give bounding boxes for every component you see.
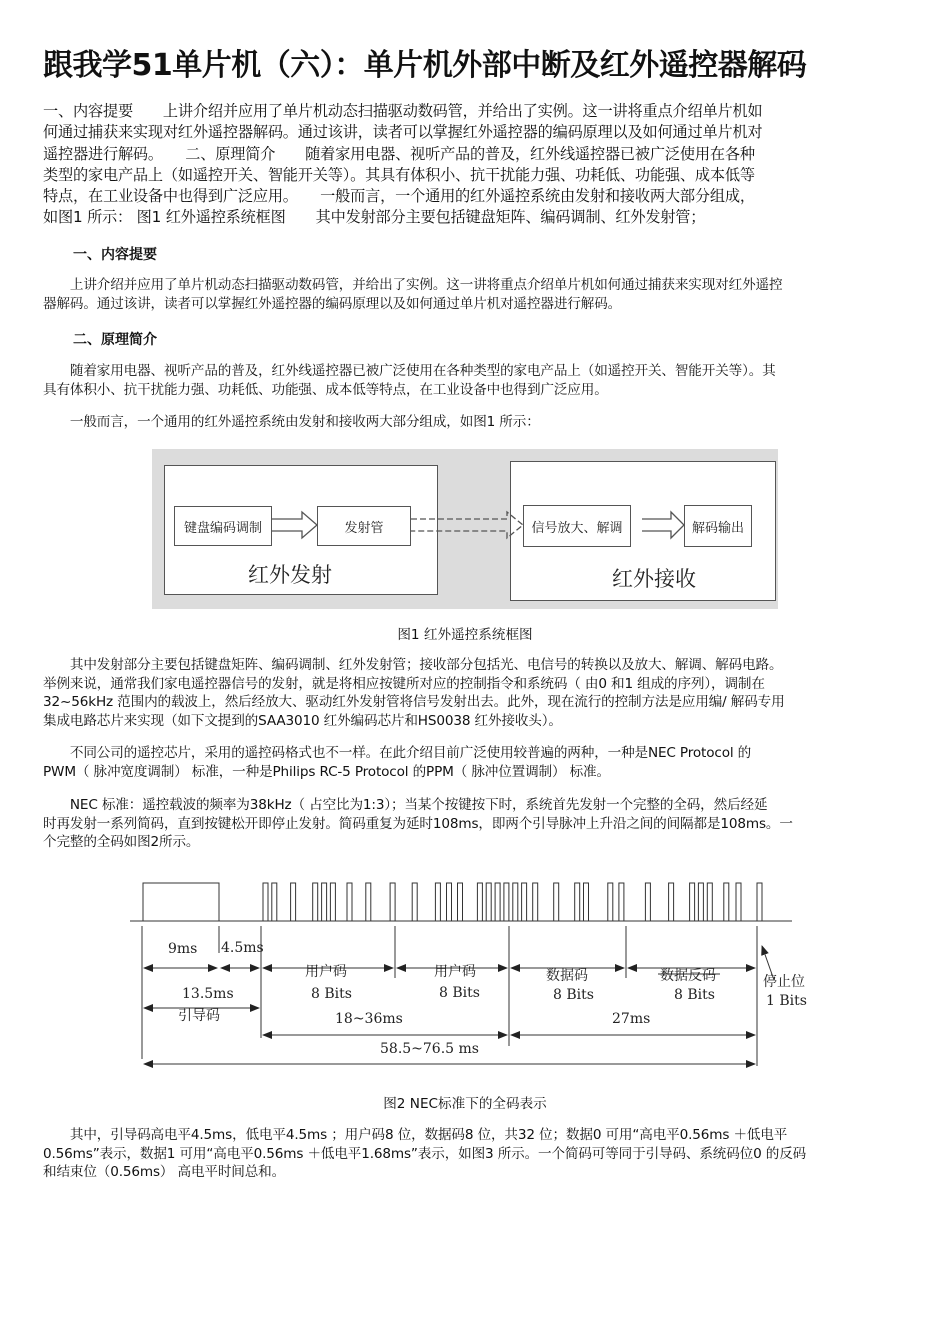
label-13-5ms: 13.5ms [182, 986, 234, 1002]
figure2-caption: 图2 NEC标准下的全码表示 [383, 1096, 547, 1112]
paragraph-principle [43, 362, 890, 399]
pulse [366, 883, 371, 921]
pulse [313, 883, 318, 921]
paragraph-line: NEC 标准：遥控载波的频率为38kHz（ 占空比为1:3）；当某个按键按下时，系统首先发射一个完整的全码，然后经延 [43, 797, 768, 813]
arrow-encode-to-emitter [272, 512, 317, 538]
lead-pulse [143, 883, 219, 921]
block-decode-output: 解码输出 [684, 505, 752, 547]
pulse-train [263, 883, 762, 921]
page-title: 跟我学51单片机（六）：单片机外部中断及红外遥控器解码 [43, 48, 807, 83]
pulse [291, 883, 296, 921]
pulse [554, 883, 559, 921]
pulse [533, 883, 538, 921]
pulse [584, 883, 589, 921]
pulse [513, 883, 518, 921]
pulse [272, 883, 277, 921]
pulse [522, 883, 527, 921]
summary-line: 何通过捕获来实现对红外遥控器解码。通过该讲，读者可以掌握红外遥控器的编码原理以及如何通过单片机对 [43, 123, 763, 142]
figure1-caption: 图1 红外遥控系统框图 [397, 627, 533, 643]
pulse [619, 883, 624, 921]
paragraph-nec [43, 796, 890, 852]
summary-line: 遥控器进行解码。 二、原理简介 随着家用电器、视听产品的普及，红外线遥控器已被广泛使用在各种 [43, 144, 755, 163]
paragraph-protocols [43, 744, 890, 781]
paragraph-line: 其中发射部分主要包括键盘矩阵、编码调制、红外发射管；接收部分包括光、电信号的转换以及放大、解调、解码电路。 [43, 657, 783, 673]
paragraph-line: 集成电路芯片来实现（如下文提到的SAA3010 红外编码芯片和HS0038 红外接收头）。 [43, 712, 562, 729]
pulse [504, 883, 509, 921]
label-user-bits-2: 8 Bits [439, 985, 480, 1001]
pulse [447, 883, 452, 921]
paragraph-overview [43, 276, 890, 313]
label-9ms: 9ms [168, 941, 198, 957]
paragraph-general [43, 413, 890, 432]
paragraph-line: 时再发射一系列简码，直到按键松开即停止发射。简码重复为延时108ms，即两个引导脉冲上升沿之间的间隔都是108ms。一 [43, 815, 793, 832]
pulse [724, 883, 729, 921]
paragraph-nec-detail [43, 1126, 890, 1182]
block-keyboard-encode: 键盘编码调制 [174, 506, 272, 546]
label-stop-bit: 停止位 [763, 974, 805, 990]
paragraph-line: 不同公司的遥控芯片，采用的遥控码格式也不一样。在此介绍目前广泛使用较普遍的两种，一种是NEC Protocol 的 [43, 745, 752, 761]
pulse [608, 883, 613, 921]
label-stop-bits: 1 Bits [766, 993, 807, 1009]
pulse [347, 883, 352, 921]
label-data-inverse: 数据反码 [660, 968, 716, 984]
pulse [412, 883, 417, 921]
summary-line: 一、内容提要 上讲介绍并应用了单片机动态扫描驱动数码管，并给出了实例。这一讲将重点介绍单片机如 [43, 102, 763, 120]
pulse [263, 883, 268, 921]
figure1-block-diagram [152, 449, 778, 609]
summary-block [43, 101, 883, 229]
label-user-code-2: 用户码 [434, 964, 476, 980]
paragraph-line: 随着家用电器、视听产品的普及，红外线遥控器已被广泛使用在各种类型的家电产品上（如遥控开关、智能开关等）。其 [43, 363, 776, 379]
pulse [690, 883, 695, 921]
label-4-5ms: 4.5ms [221, 940, 264, 956]
paragraph-line: 个完整的全码如图2所示。 [43, 834, 200, 850]
paragraph-line: 具有体积小、抗干扰能力强、功耗低、功能强、成本低等特点，在工业设备中也得到广泛应用。 [43, 381, 608, 398]
pulse [669, 883, 674, 921]
label-inverse-bits: 8 Bits [674, 987, 715, 1003]
pulse [757, 883, 762, 921]
label-data-code: 数据码 [546, 968, 588, 984]
paragraph-line: 举例来说，通常我们家电遥控器信号的发射，就是将相应按键所对应的控制指令和系统码（ 由0 和1 组成的序列），调制在 [43, 675, 765, 692]
pulse [435, 883, 440, 921]
label-18-36ms: 18~36ms [335, 1011, 403, 1027]
paragraph-line: 其中，引导码高电平4.5ms，低电平4.5ms ；用户码8 位，数据码8 位，共32 位；数据0 可用“高电平0.56ms ＋低电平 [43, 1127, 788, 1143]
pulse [736, 883, 741, 921]
pulse [486, 883, 491, 921]
paragraph-line: 0.56ms”表示，数据1 可用“高电平0.56ms ＋低电平1.68ms”表示，如图3 所示。一个简码可等同于引导码、系统码位0 的反码 [43, 1145, 807, 1162]
paragraph-line: 32~56kHz 范围内的载波上，然后经放大、驱动红外发射管将信号发射出去。此外，现在流行的控制方法是应用编/ 解码专用 [43, 694, 785, 710]
arrow-ir-transmission [411, 512, 523, 538]
pulse [698, 883, 703, 921]
paragraph-line: 器解码。通过该讲，读者可以掌握红外遥控器的编码原理以及如何通过单片机对遥控器进行解码。 [43, 295, 622, 312]
paragraph-line: 和结束位（0.56ms） 高电平时间总和。 [43, 1164, 286, 1180]
label-lead-code: 引导码 [178, 1008, 220, 1024]
summary-line: 特点，在工业设备中也得到广泛应用。 一般而言，一个通用的红外遥控系统由发射和接收两大部分组成， [43, 187, 755, 206]
label-27ms: 27ms [612, 1011, 651, 1027]
pulse [495, 883, 500, 921]
receive-label: 红外接收 [612, 567, 696, 591]
figure2-nec-timing [130, 868, 810, 1068]
pulse [390, 883, 395, 921]
pulse [477, 883, 482, 921]
figure1-arrows [152, 449, 778, 609]
paragraph-line: PWM（ 脉冲宽度调制） 标准，一种是Philips RC-5 Protocol 的PPM（ 脉冲位置调制） 标准。 [43, 763, 610, 780]
pulse [645, 883, 650, 921]
label-user-code-1: 用户码 [305, 964, 347, 980]
pulse [322, 883, 327, 921]
paragraph-transmit [43, 656, 890, 730]
section-heading-principle: 二、原理简介 [73, 332, 157, 348]
summary-line: 如图1 所示： 图1 红外遥控系统框图 其中发射部分主要包括键盘矩阵、编码调制、红外发射管； [43, 208, 706, 227]
section-heading-overview: 一、内容提要 [73, 247, 157, 263]
summary-line: 类型的家电产品上（如遥控开关、智能开关等）。其具有体积小、抗干扰能力强、功耗低、功能强、成本低等 [43, 165, 755, 184]
transmit-label: 红外发射 [248, 563, 332, 587]
arrow-amp-to-decode [642, 512, 684, 538]
paragraph-line: 一般而言，一个通用的红外遥控系统由发射和接收两大部分组成，如图1 所示： [43, 414, 540, 430]
paragraph-line: 上讲介绍并应用了单片机动态扫描驱动数码管，并给出了实例。这一讲将重点介绍单片机如何通过捕获来实现对红外遥控 [43, 277, 783, 293]
label-user-bits-1: 8 Bits [311, 986, 352, 1002]
label-data-bits: 8 Bits [553, 987, 594, 1003]
pulse [330, 883, 335, 921]
block-amplify-demodulate: 信号放大、解调 [523, 505, 631, 547]
pulse [458, 883, 463, 921]
block-emitter: 发射管 [317, 506, 411, 546]
pulse [707, 883, 712, 921]
pulse [575, 883, 580, 921]
label-total: 58.5~76.5 ms [380, 1041, 479, 1057]
